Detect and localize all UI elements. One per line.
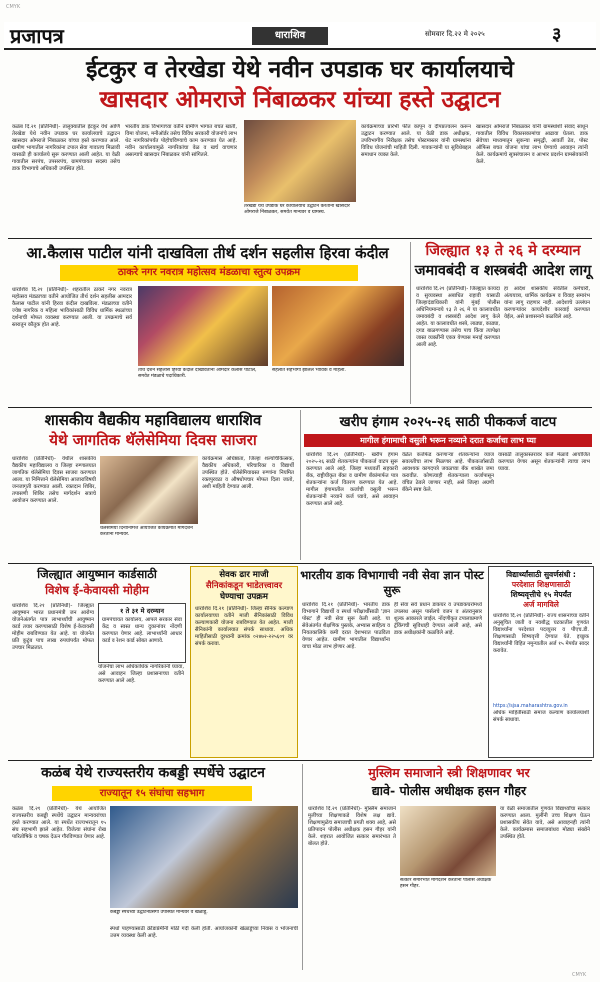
kabaddi-caption: कबड्डी स्पर्धेच्या उद्घाटनप्रसंगी उपस्थित मान्यवर व खेळाडू. bbox=[110, 910, 208, 915]
curfew-body-2: हा आदेश शासकीय सेवेतील कर्मचारी, अंत्ययात्रा, धार्मिक कार्यक्रम व विवाह समारंभ यांना लागू राहणार नाही. आदेशाचे उल्लंघन करणाऱ्यांवर कायदेशीर कारवाई करण्यात येईल, असे प्रशासनाने कळविले आहे. bbox=[504, 286, 590, 320]
scholarship-headline-1: विद्यार्थ्यांसाठी सुवर्णसंधी : bbox=[506, 570, 576, 579]
navratri-photo-1 bbox=[138, 286, 268, 366]
lead-headline-1: ईटकुर व तेरखेडा येथे नवीन उपडाक घर कार्यालयाचे bbox=[86, 57, 514, 83]
lead-body-col1: कळंब दि.२१ (प्रतिनिधी)- तालुक्यातील ईटकुर येथे आणि तेरखेडा येथे नवीन उपडाक घर कार्यालयाचे उद्घाटन खासदार ओमराजे निंबाळकर यांच्या हस्ते करण्यात आले. ग्रामीण भागातील नागरिकांना टपाल सेवा गावातच मिळावी यासाठी ही कार्यालये सुरू करण्यात आली आहेत. या वेळी गावातील सरपंच, उपसरपंच, ग्रामपंचायत सदस्य तसेच डाक विभागाचे अधिकारी उपस्थित होते. bbox=[12, 124, 120, 172]
column-divider bbox=[410, 242, 411, 404]
crop-loan-body: धाराशिव दि.२१ (प्रतिनिधी)- खरीप हंगाम २०२५-२६ साठी शेतकऱ्यांना पीककर्ज वाटप सुरू करण्यात आले आहे. जिल्हा मध्यवर्ती सहकारी बँक, राष्ट्रीयीकृत बँका व ग्रामीण बँकांमार्फत पात्र शेतकऱ्यांना कर्ज वितरण करण्यात येत आहे. मागील हंगामातील कर्जाची वसुली भरून शेतकऱ्यांनी नव्याने कर्ज घ्यावे, असे आवाहन करण्यात आले आहे. bbox=[306, 452, 398, 507]
divider bbox=[8, 760, 592, 761]
muslim-headline-2: द्यावे- पोलीस अधीक्षक हसन गौहर bbox=[371, 783, 527, 798]
divider bbox=[8, 407, 592, 408]
lead-photo bbox=[244, 120, 356, 202]
scholarship-headline-4: अर्ज मागविले bbox=[523, 600, 559, 609]
crop-loan-headline: खरीप हंगाम २०२५-२६ साठी पीककर्ज वाटप bbox=[339, 414, 557, 430]
scholarship-box bbox=[488, 566, 594, 758]
thalassemia-caption: थॅलेसेमिया दिनानिमित्त आयोजित कार्यक्रमात मार्गदर्शन करताना मान्यवर. bbox=[100, 526, 193, 538]
ayushman-headline-1: जिल्ह्यात आयुष्मान कार्डसाठी bbox=[37, 567, 157, 581]
column-divider bbox=[302, 764, 303, 970]
curfew-headline-1: जिल्ह्यात १३ ते २६ मे दरम्यान bbox=[425, 243, 581, 259]
ayushman-highlight-box bbox=[98, 603, 186, 663]
scholarship-body-2: अधिक माहितीसाठी समाज कल्याण कार्यालयाशी संपर्क साधावा. bbox=[493, 710, 589, 723]
muslim-body: धाराशिव दि.२१ (प्रतिनिधी)- मुस्लिम समाजाने मुलींच्या शिक्षणाकडे विशेष लक्ष द्यावे. शिक्षणामुळेच समाजाची प्रगती शक्य आहे, असे प्रतिपादन पोलीस अधीक्षक हसन गौहर यांनी केले. शहरात आयोजित सत्कार समारंभात ते बोलत होते. bbox=[308, 806, 396, 847]
muslim-photo bbox=[400, 806, 496, 876]
navratri-headline: आ.कैलास पाटील यांनी दाखविला तीर्थ दर्शन सहलीस हिरवा कंदील bbox=[26, 244, 389, 262]
color-mark-bottom: CMYK bbox=[572, 972, 587, 978]
crop-loan-subheadline: मागील हंगामाची वसुली भरून नव्याने दरात कर्जाचा लाभ घ्या bbox=[304, 434, 592, 447]
scholarship-link[interactable]: https://sjsa.maharashtra.gov.in bbox=[493, 704, 568, 709]
kabaddi-body: कळंब दि.२१ (प्रतिनिधी)- येथे आयोजित राज्यस्तरीय कबड्डी स्पर्धेचे उद्घाटन मान्यवरांच्या हस्ते करण्यात आले. या स्पर्धेत राज्यभरातून १५ संघ सहभागी झाले आहेत. विजेत्या संघांना रोख पारितोषिके व चषक देऊन गौरविण्यात येणार आहे. bbox=[12, 806, 106, 840]
lead-body-col4: खासदार ओमराजे निंबाळकर यांनी ग्रामस्थांशी संवाद साधून गावातील विविध विकासकामांचा आढावा घेतला. डाक सेवेच्या माध्यमातून सुकन्या समृद्धी, आवर्ती ठेव, पोस्ट ऑफिस बचत योजना यांचा लाभ घेण्याचे आवाहन त्यांनी केले. कार्यक्रमाचे सूत्रसंचालन व आभार प्रदर्शन ग्रामसेवकांनी केले. bbox=[476, 124, 588, 165]
post-headline: भारतीय डाक विभागाची नवी सेवा ज्ञान पोस्ट सुरू bbox=[300, 568, 484, 597]
curfew-body: धाराशिव दि.२१ (प्रतिनिधी)- जिल्ह्यात कायदा व सुव्यवस्था अबाधित राहावी यासाठी जिल्हादंडाधिकारी यांनी मुंबई पोलीस अधिनियमान्वये १३ ते २६ मे या कालावधीत जमावबंदी व शस्त्रबंदी आदेश लागू केले आहेत. या कालावधीत शस्त्रे, लाठ्या, काठ्या, दगड बाळगण्यास तसेच पाच किंवा त्यापेक्षा जास्त व्यक्तींनी एकत्र येण्यास मनाई करण्यात आली आहे. bbox=[416, 286, 500, 348]
ayushman-box-title: १ ते ३१ मे दरम्यान bbox=[119, 607, 165, 615]
curfew-headline-2: जमावबंदी व शस्त्रबंदी आदेश लागू bbox=[414, 263, 592, 279]
page-number: ३ bbox=[552, 24, 562, 45]
kabaddi-body-2: स्पर्धा पाहण्यासाठी क्रीडाप्रेमींनी मोठी गर्दी केली होती. आयोजकांनी खेळाडूंच्या निवास व भोजनाची उत्तम व्यवस्था केली आहे. bbox=[110, 926, 298, 939]
ayushman-box-text: ग्रामपंचायत कार्यालय, आपले सरकार सेवा केंद्र व स्वस्त धान्य दुकानांवर नोंदणी करण्यात येणार आहे. लाभार्थ्यांनी आधार कार्ड व रेशन कार्ड सोबत आणावे. bbox=[102, 617, 182, 644]
thalassemia-photo bbox=[100, 456, 198, 524]
army-body: धाराशिव दि.२१ (प्रतिनिधी)- जिल्हा सैनिक कल्याण कार्यालयाच्या वतीने माजी सैनिकांसाठी विविध कल्याणकारी योजना राबविण्यात येत आहेत. माजी सैनिकांनी कार्यालयात संपर्क साधावा. अधिक माहितीसाठी दूरध्वनी क्रमांक ०२४७२-२२५६०१ वर संपर्क करावा. bbox=[195, 606, 293, 647]
thalassemia-body: धाराशिव (प्रतिनिधी)- येथील शासकीय वैद्यकीय महाविद्यालय व जिल्हा रुग्णालयात जागतिक थॅलेसेमिया दिवस साजरा करण्यात आला. या निमित्ताने थॅलेसेमिया आजाराविषयी जनजागृती करण्यात आली. रक्तदान शिबिर, तपासणी शिबिर तसेच मार्गदर्शन सत्राचे आयोजन करण्यात आले. bbox=[12, 456, 96, 504]
muslim-caption: सत्कार समारंभात मार्गदर्शन करताना पोलीस अधीक्षक हसन गौहर. bbox=[400, 878, 492, 890]
lead-body-col3: कार्यक्रमाच्या प्रारंभी फीत कापून व दीपप्रज्वलन करून उद्घाटन करण्यात आले. या वेळी डाक अधीक्षक, उपविभागीय निरीक्षक तसेच पोस्टमास्तर यांनी ग्रामस्थांना विविध योजनांची माहिती दिली. गावकऱ्यांनी या सुविधेबद्दल समाधान व्यक्त केले. bbox=[361, 124, 471, 158]
scholarship-body: धाराशिव दि.२१ (प्रतिनिधी)- राज्य शासनाच्या वतीने अनुसूचित जाती व नवबौद्ध घटकातील गुणवंत विद्यार्थ्यांना परदेशात पदव्युत्तर व पीएच.डी. शिक्षणासाठी शिष्यवृत्ती देण्यात येते. इच्छुक विद्यार्थ्यांनी विहित नमुन्यातील अर्ज १५ मेपर्यंत सादर करावेत. bbox=[493, 613, 589, 654]
kabaddi-subheadline: राज्यातून १५ संघांचा सहभाग bbox=[52, 786, 252, 801]
crop-loan-body-3: यासाठी तालुकास्तरावर कर्ज मेळावे आयोजित करण्यात येणार असून शेतकऱ्यांनी त्याचा लाभ घ्यावा. bbox=[498, 452, 590, 472]
scholarship-headline-3: शिष्यवृत्तीचे १५ मेपर्यंत bbox=[510, 590, 572, 599]
scholarship-headline-2: परदेशात शिक्षणासाठी bbox=[511, 580, 571, 589]
army-headline-1: सेवक ढार माजी bbox=[219, 570, 269, 580]
thalassemia-headline-2: येथे जागतिक थॅलेसेमिया दिवस साजरा bbox=[49, 431, 257, 449]
muslim-headline-1: मुस्लिम समाजाने स्त्री शिक्षणावर भर bbox=[368, 765, 530, 780]
army-headline-3: घेण्याचा उपक्रम bbox=[220, 592, 268, 602]
post-body-2: ही सेवा सर्व प्रधान डाकघर व उपडाकघरांमध्ये उपलब्ध असून पार्सलचे वजन व अंतरानुसार शुल्क आकारले जाईल. नोंदणीकृत टपालाप्रमाणे ट्रॅकिंगची सुविधाही देण्यात आली आहे, असे डाक अधीक्षकांनी कळविले आहे. bbox=[394, 602, 482, 636]
masthead-logo: प्रजापत्र bbox=[10, 24, 64, 48]
thalassemia-body-2: कार्यक्रमास अधिष्ठाता, जिल्हा शल्यचिकित्सक, वैद्यकीय अधिकारी, परिचारिका व विद्यार्थी उपस्थित होते. थॅलेसेमियाग्रस्त रुग्णांना नियमित रक्तपुरवठा व औषधोपचार मोफत दिला जातो, अशी माहिती देण्यात आली. bbox=[202, 456, 294, 490]
navratri-photo-2 bbox=[272, 286, 404, 366]
kabaddi-photo bbox=[110, 806, 298, 908]
kabaddi-headline: कळंब येथे राज्यस्तरीय कबड्डी स्पर्धेचे उद्घाटन bbox=[41, 765, 265, 781]
navratri-caption-1: तीर्थ दर्शन सहलीस हिरवा कंदील दाखविताना आमदार कैलास पाटील, समवेत मंडळाचे पदाधिकारी. bbox=[138, 368, 257, 380]
ayushman-body-2: योजनेचा लाभ अधिकाधिक नागरिकांनी घ्यावा, असे आवाहन जिल्हा प्रशासनाच्या वतीने करण्यात आले आहे. bbox=[98, 664, 184, 684]
post-body: धाराशिव दि.२१ (प्रतिनिधी)- भारतीय डाक विभागाने विद्यार्थी व स्पर्धा परीक्षार्थींसाठी 'ज्ञान पोस्ट' ही नवी सेवा सुरू केली आहे. या सेवेअंतर्गत शैक्षणिक पुस्तके, अभ्यास साहित्य व नियतकालिके कमी दरात देशभरात पाठविता येणार आहेत. ग्रामीण भागातील विद्यार्थ्यांना याचा मोठा लाभ होणार आहे. bbox=[302, 602, 390, 650]
army-box bbox=[190, 566, 298, 758]
divider bbox=[8, 563, 592, 564]
navratri-caption-2: सहलीत सहभागी झालेले भाविक व महिला. bbox=[272, 368, 346, 373]
issue-date: सोमवार दि.२२ मे २०२५ bbox=[425, 30, 485, 38]
army-headline-2: सैनिकांकडून भाडेतत्त्वावर bbox=[205, 581, 283, 591]
column-divider bbox=[300, 410, 301, 560]
crop-loan-body-2: वेळेत कर्जफेड करणाऱ्या शेतकऱ्यांना व्याज सवलतीचा लाभ मिळणार आहे. पीककर्जासाठी आवश्यक कागदपत्रे जवळच्या बँक शाखेत जमा करावीत. कोणत्याही शेतकऱ्याला कर्जापासून वंचित ठेवले जाणार नाही, असे जिल्हा अग्रणी बँकेने स्पष्ट केले. bbox=[402, 452, 494, 493]
navratri-subheadline: ठाकरे नगर नवरात्र महोत्सव मंडळाचा स्तुत्य उपक्रम bbox=[60, 265, 358, 281]
ayushman-headline-2: विशेष ई-केवायसी मोहीम bbox=[45, 583, 149, 597]
ayushman-body: धाराशिव दि.२१ (प्रतिनिधी)- जिल्ह्यात आयुष्मान भारत प्रधानमंत्री जन आरोग्य योजनेअंतर्गत पात्र लाभार्थ्यांची आयुष्मान कार्ड तयार करण्यासाठी विशेष ई-केवायसी मोहीम राबविण्यात येत आहे. या योजनेत प्रति कुटुंब पाच लाख रुपयांपर्यंत मोफत उपचार मिळतात. bbox=[12, 603, 94, 651]
thalassemia-headline-1: शासकीय वैद्यकीय महाविद्यालय धाराशिव bbox=[44, 411, 262, 429]
lead-body-col2: भारतीय डाक विभागाच्या वतीने ग्रामीण भागात बचत खाती, विमा योजना, मनीऑर्डर तसेच विविध सरकारी योजनांचे लाभ थेट नागरिकांपर्यंत पोहोचविण्याचे काम करण्यात येत आहे. नवीन कार्यालयामुळे नागरिकांचा वेळ व खर्च वाचणार असल्याचे खासदार निंबाळकर यांनी सांगितले. bbox=[125, 124, 237, 158]
divider bbox=[8, 238, 592, 239]
muslim-body-2: या वेळी समाजातील गुणवंत विद्यार्थ्यांचा सत्कार करण्यात आला. मुलींनी उच्च शिक्षण घेऊन प्रशासकीय सेवेत यावे, असे आवाहनही त्यांनी केले. कार्यक्रमास समाजबांधव मोठ्या संख्येने उपस्थित होते. bbox=[500, 806, 590, 840]
lead-headline-2: खासदार ओमराजे निंबाळकर यांच्या हस्ते उद्घाटन bbox=[99, 87, 501, 113]
navratri-body: धाराशिव दि.२१ (प्रतिनिधी)- शहरातील ठाकरे नगर नवरात्र महोत्सव मंडळाच्या वतीने आयोजित तीर्थ दर्शन सहलीस आमदार कैलास पाटील यांनी हिरवा कंदील दाखविला. मंडळाच्या वतीने ज्येष्ठ नागरिक व महिला भाविकांसाठी विविध धार्मिक स्थळांच्या दर्शनाची मोफत व्यवस्था करण्यात आली. या उपक्रमाचे सर्व स्तरातून कौतुक होत आहे. bbox=[12, 287, 132, 328]
lead-photo-caption: तेरखेडा येथे उपडाक घर कार्यालयाचे उद्घाटन करताना खासदार ओमराजे निंबाळकर, समवेत मान्यवर व ग्रामस्थ. bbox=[244, 204, 350, 216]
color-mark-top: CMYK bbox=[6, 4, 21, 10]
city-label: धाराशिव bbox=[252, 27, 328, 45]
